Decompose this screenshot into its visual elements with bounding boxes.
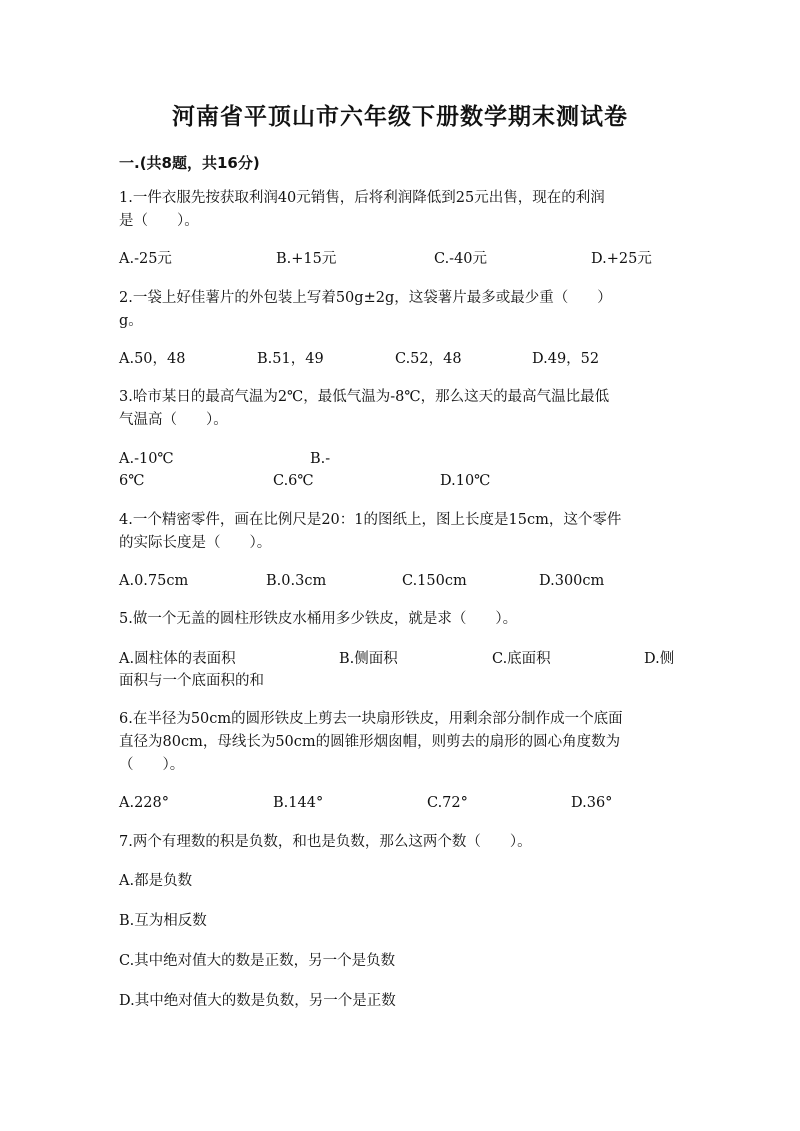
question-4-stem xyxy=(119,509,684,555)
question-2-line-2: g。 xyxy=(119,313,143,329)
question-3-option-b-cont: 6℃ xyxy=(119,473,145,489)
question-3-option-a: A.-10℃ xyxy=(119,451,174,467)
question-2-option-c: C.52，48 xyxy=(395,351,462,367)
question-4-line-2: 的实际长度是（ ）。 xyxy=(119,535,272,551)
question-5-option-b: B.侧面积 xyxy=(339,651,398,667)
question-5-option-d: D.侧 xyxy=(644,651,675,667)
question-1-option-b: B.+15元 xyxy=(276,251,337,267)
question-5-option-a: A.圆柱体的表面积 xyxy=(119,651,236,667)
question-3-option-d: D.10℃ xyxy=(440,473,491,489)
question-3-stem xyxy=(119,386,684,432)
question-3-line-2: 气温高（ ）。 xyxy=(119,412,228,428)
question-1-option-d: D.+25元 xyxy=(591,251,652,267)
question-1-option-c: C.-40元 xyxy=(434,251,488,267)
question-5-option-d-cont: 面积与一个底面积的和 xyxy=(119,673,264,689)
question-4-line-1: 4.一个精密零件，画在比例尺是20：1的图纸上，图上长度是15cm，这个零件 xyxy=(119,512,622,528)
question-3-line-1: 3.哈市某日的最高气温为2℃，最低气温为-8℃，那么这天的最高气温比最低 xyxy=(119,389,610,405)
question-4-option-d: D.300cm xyxy=(539,573,605,589)
question-6-option-b: B.144° xyxy=(273,795,324,811)
question-7-option-c: C.其中绝对值大的数是正数，另一个是负数 xyxy=(119,953,396,969)
question-2-option-a: A.50，48 xyxy=(119,351,186,367)
question-7-stem xyxy=(119,831,684,854)
question-1-stem xyxy=(119,187,684,233)
question-6-option-d: D.36° xyxy=(571,795,613,811)
question-6-option-c: C.72° xyxy=(427,795,468,811)
section-heading: 一.(共8题，共16分) xyxy=(119,154,260,172)
question-6-line-1: 6.在半径为50cm的圆形铁皮上剪去一块扇形铁皮，用剩余部分制作成一个底面 xyxy=(119,711,623,727)
question-4-option-a: A.0.75cm xyxy=(119,573,189,589)
question-2-option-d: D.49，52 xyxy=(532,351,600,367)
question-7-line-1: 7.两个有理数的积是负数，和也是负数，那么这两个数（ ）。 xyxy=(119,834,532,850)
question-2-option-b: B.51，49 xyxy=(257,351,324,367)
question-1-option-a: A.-25元 xyxy=(119,251,172,267)
exam-title: 河南省平顶山市六年级下册数学期末测试卷 xyxy=(172,104,628,130)
question-1-line-2: 是（ ）。 xyxy=(119,213,199,229)
question-6-stem xyxy=(119,708,684,777)
question-5-stem xyxy=(119,608,684,631)
question-4-option-c: C.150cm xyxy=(402,573,467,589)
question-2-stem xyxy=(119,287,684,333)
question-5-line-1: 5.做一个无盖的圆柱形铁皮水桶用多少铁皮，就是求（ ）。 xyxy=(119,611,518,627)
question-6-line-2: 直径为80cm，母线长为50cm的圆锥形烟囱帽，则剪去的扇形的圆心角度数为 xyxy=(119,734,621,750)
question-4-option-b: B.0.3cm xyxy=(266,573,327,589)
question-3-option-b: B.- xyxy=(310,451,331,467)
question-7-option-d: D.其中绝对值大的数是负数，另一个是正数 xyxy=(119,993,396,1009)
question-3-option-c: C.6℃ xyxy=(273,473,314,489)
question-5-option-c: C.底面积 xyxy=(492,651,551,667)
question-7-option-b: B.互为相反数 xyxy=(119,913,207,929)
question-1-line-1: 1.一件衣服先按获取利润40元销售，后将利润降低到25元出售，现在的利润 xyxy=(119,190,605,206)
question-6-option-a: A.228° xyxy=(119,795,170,811)
question-7-option-a: A.都是负数 xyxy=(119,873,193,889)
question-2-line-1: 2.一袋上好佳薯片的外包装上写着50g±2g，这袋薯片最多或最少重（ ） xyxy=(119,290,612,306)
question-6-line-3: （ ）。 xyxy=(119,757,185,773)
